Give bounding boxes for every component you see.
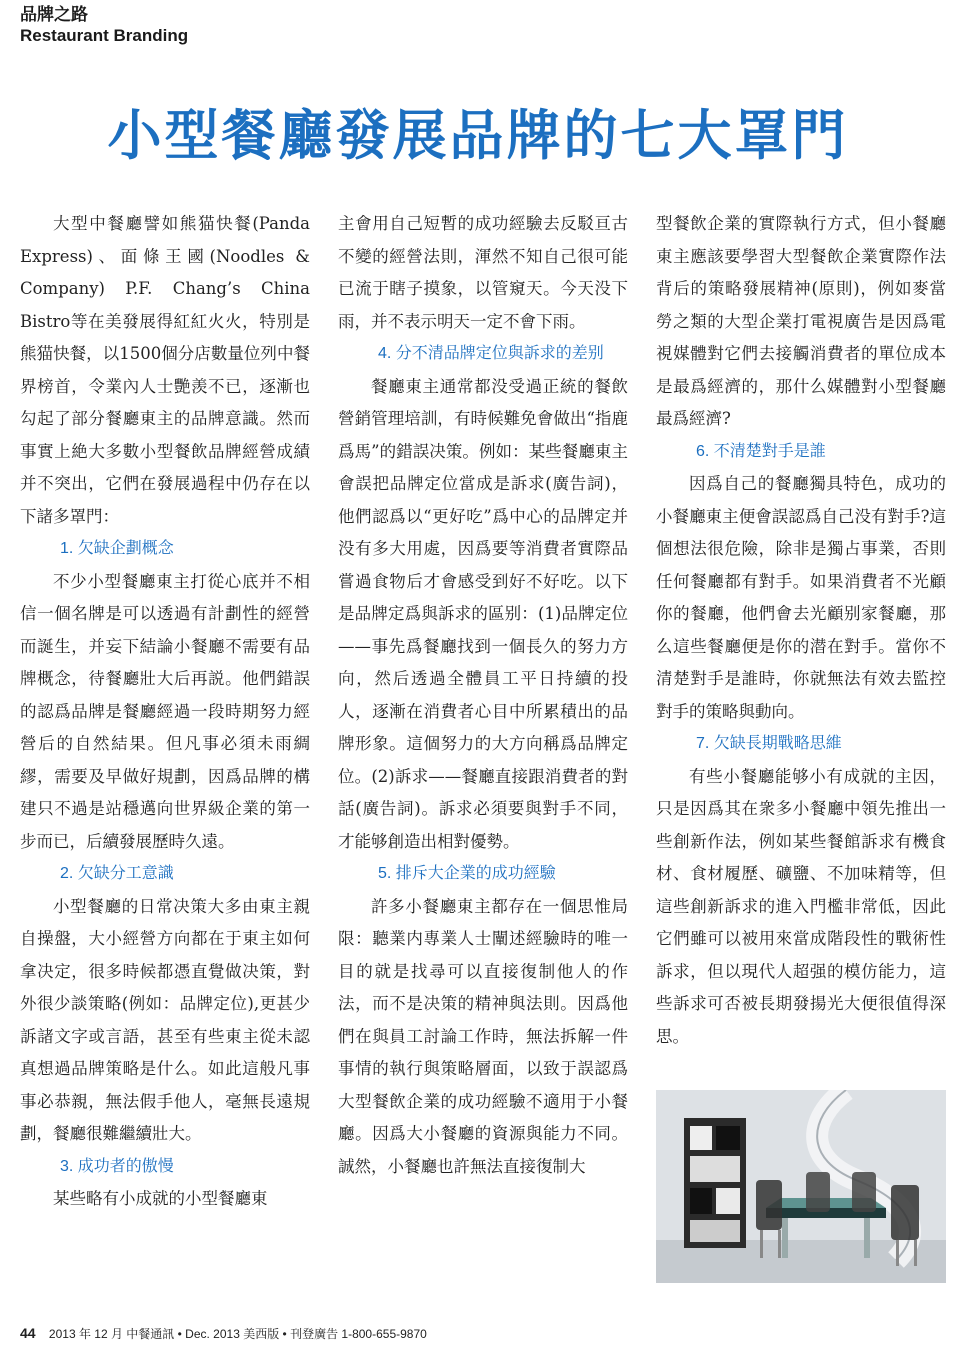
paragraph-5-cont: 型餐飲企業的實際執行方式，但小餐廳東主應該要學習大型餐飲企業實際作法背后的策略發展精神(原則)，例如麥當勞之類的大型企業打電視廣告是因爲電視媒體對它們去接觸消費者的單位成本是最爲經濟的，那什么媒體對小型餐廳最爲經濟? [656,214,946,428]
section-heading-3: 3. 成功者的傲慢 [60,1157,174,1175]
paragraph-4: 餐廳東主通常都没受過正統的餐飲營銷管理培訓，有時候難免會做出“指鹿爲馬”的錯誤决策。例如：某些餐廳東主會誤把品牌定位當成是訴求(廣告詞)，他們認爲以“更好吃”爲中心的品牌定并没有多大用處，因爲要等消費者實際品嘗過食物后才會感受到好不好吃。以下是品牌定爲與訴求的區别：(1)品牌定位——事先爲餐廳找到一個長久的努力方向，然后透過全體員工平日持續的投人，逐漸在消費者心目中所累積出的品牌形象。這個努力的大方向稱爲品牌定位。(2)訴求——餐廳直接跟消費者的對話(廣告詞)。訴求必須要與對手不同，才能够創造出相對優勢。 [338,376,628,851]
section-title-cn: 品牌之路 [20,5,88,24]
column-3 [656,208,946,1053]
paragraph-7: 有些小餐廳能够小有成就的主因，只是因爲其在衆多小餐廳中領先推出一些創新作法，例如某些餐館訴求有機食材、食材履歷、礦鹽、不加味精等，但這些創新訴求的進入門檻非常低，因此它們雖可以被用來當成階段性的戰術性訴求，但以現代人超强的模仿能力，這些訴求可否被長期發揚光大便很值得深思。 [656,766,946,1046]
paragraph-3-start: 某些略有小成就的小型餐廳東 [53,1189,268,1208]
column-2 [338,208,628,1183]
paragraph-6: 因爲自己的餐廳獨具特色，成功的小餐廳東主便會誤認爲自己没有對手?這個想法很危險，除非是獨占事業，否則任何餐廳都有對手。如果消費者不光顧你的餐廳，他們會去光顧别家餐廳，那么這些餐廳便是你的潜在對手。當你不清楚對手是誰時，你就無法有效去監控對手的策略與動向。 [656,474,946,721]
restaurant-interior-photo [656,1090,946,1283]
paragraph-2: 小型餐廳的日常决策大多由東主親自操盤，大小經營方向都在于東主如何拿决定，很多時候都憑直覺做决策，對外很少談策略(例如：品牌定位),更甚少訴諸文字或言語，甚至有些東主從未認真想過品牌策略是什么。如此這般凡事事必恭親，無法假手他人，毫無長遠規劃，餐廳很難繼續壯大。 [20,896,310,1143]
paragraph-3-cont: 主會用自己短暫的成功經驗去反駁亘古不變的經營法則，渾然不知自己很可能已流于瞎子摸象，以管窺天。今天没下雨，并不表示明天一定不會下雨。 [338,214,628,331]
page-footer [20,1325,427,1342]
intro-paragraph: 大型中餐廳譬如熊猫快餐(Panda Express)、面條王國(Noodles & Company) P.F. Chang’s China Bistro等在美發展得紅紅火火，特別是熊猫快餐，以1500個分店數量位列中餐界榜首，令業內人士艷羡不已，逐漸也勾起了部分餐廳東主的品牌意識。然而事實上絶大多數小型餐飲品牌經營成績并不突出，它們在發展過程中仍存在以下諸多罩門： [20,214,310,526]
section-heading-7: 7. 欠缺長期戰略思維 [696,735,842,752]
column-1 [20,208,310,1216]
section-heading-2: 2. 欠缺分工意識 [60,865,174,882]
section-title-en: Restaurant Branding [20,26,189,45]
section-heading-4: 4. 分不清品牌定位與訴求的差别 [378,345,604,362]
paragraph-5-start: 許多小餐廳東主都存在一個思惟局限：聽業内專業人士闡述經驗時的唯一目的就是找尋可以直接復制他人的作法，而不是决策的精神與法則。因爲他們在與員工討論工作時，無法拆解一件事情的執行與策略層面，以致于誤認爲大型餐飲企業的成功經驗不適用于小餐廳。因爲大小餐廳的資源與能力不同。誠然，小餐廳也許無法直接復制大 [338,896,628,1176]
footer-text: 2013 年 12 月 中餐通訊 • Dec. 2013 美西版 • 刊登廣告 1-800-655-9870 [48,1327,427,1341]
article-title: 小型餐廳發展品牌的七大罩門 [107,103,849,167]
section-heading-1: 1. 欠缺企劃概念 [60,540,174,557]
section-heading-6: 6. 不清楚對手是誰 [696,442,826,460]
section-header [20,4,188,46]
page-number: 44 [20,1325,36,1341]
paragraph-1: 不少小型餐廳東主打從心底并不相信一個名牌是可以透過有計劃性的經營而誕生，并妄下結論小餐廳不需要有品牌概念，待餐廳壯大后再説。他們錯誤的認爲品牌是餐廳經過一段時期努力經營后的自然結果。但凡事必須未雨綢繆，需要及早做好規劃，因爲品牌的構建只不過是站穩邁向世界級企業的第一步而已，后續發展歷時久遠。 [20,571,310,851]
dining-room-illustration [656,1090,946,1283]
section-heading-5: 5. 排斥大企業的成功經驗 [378,865,556,882]
